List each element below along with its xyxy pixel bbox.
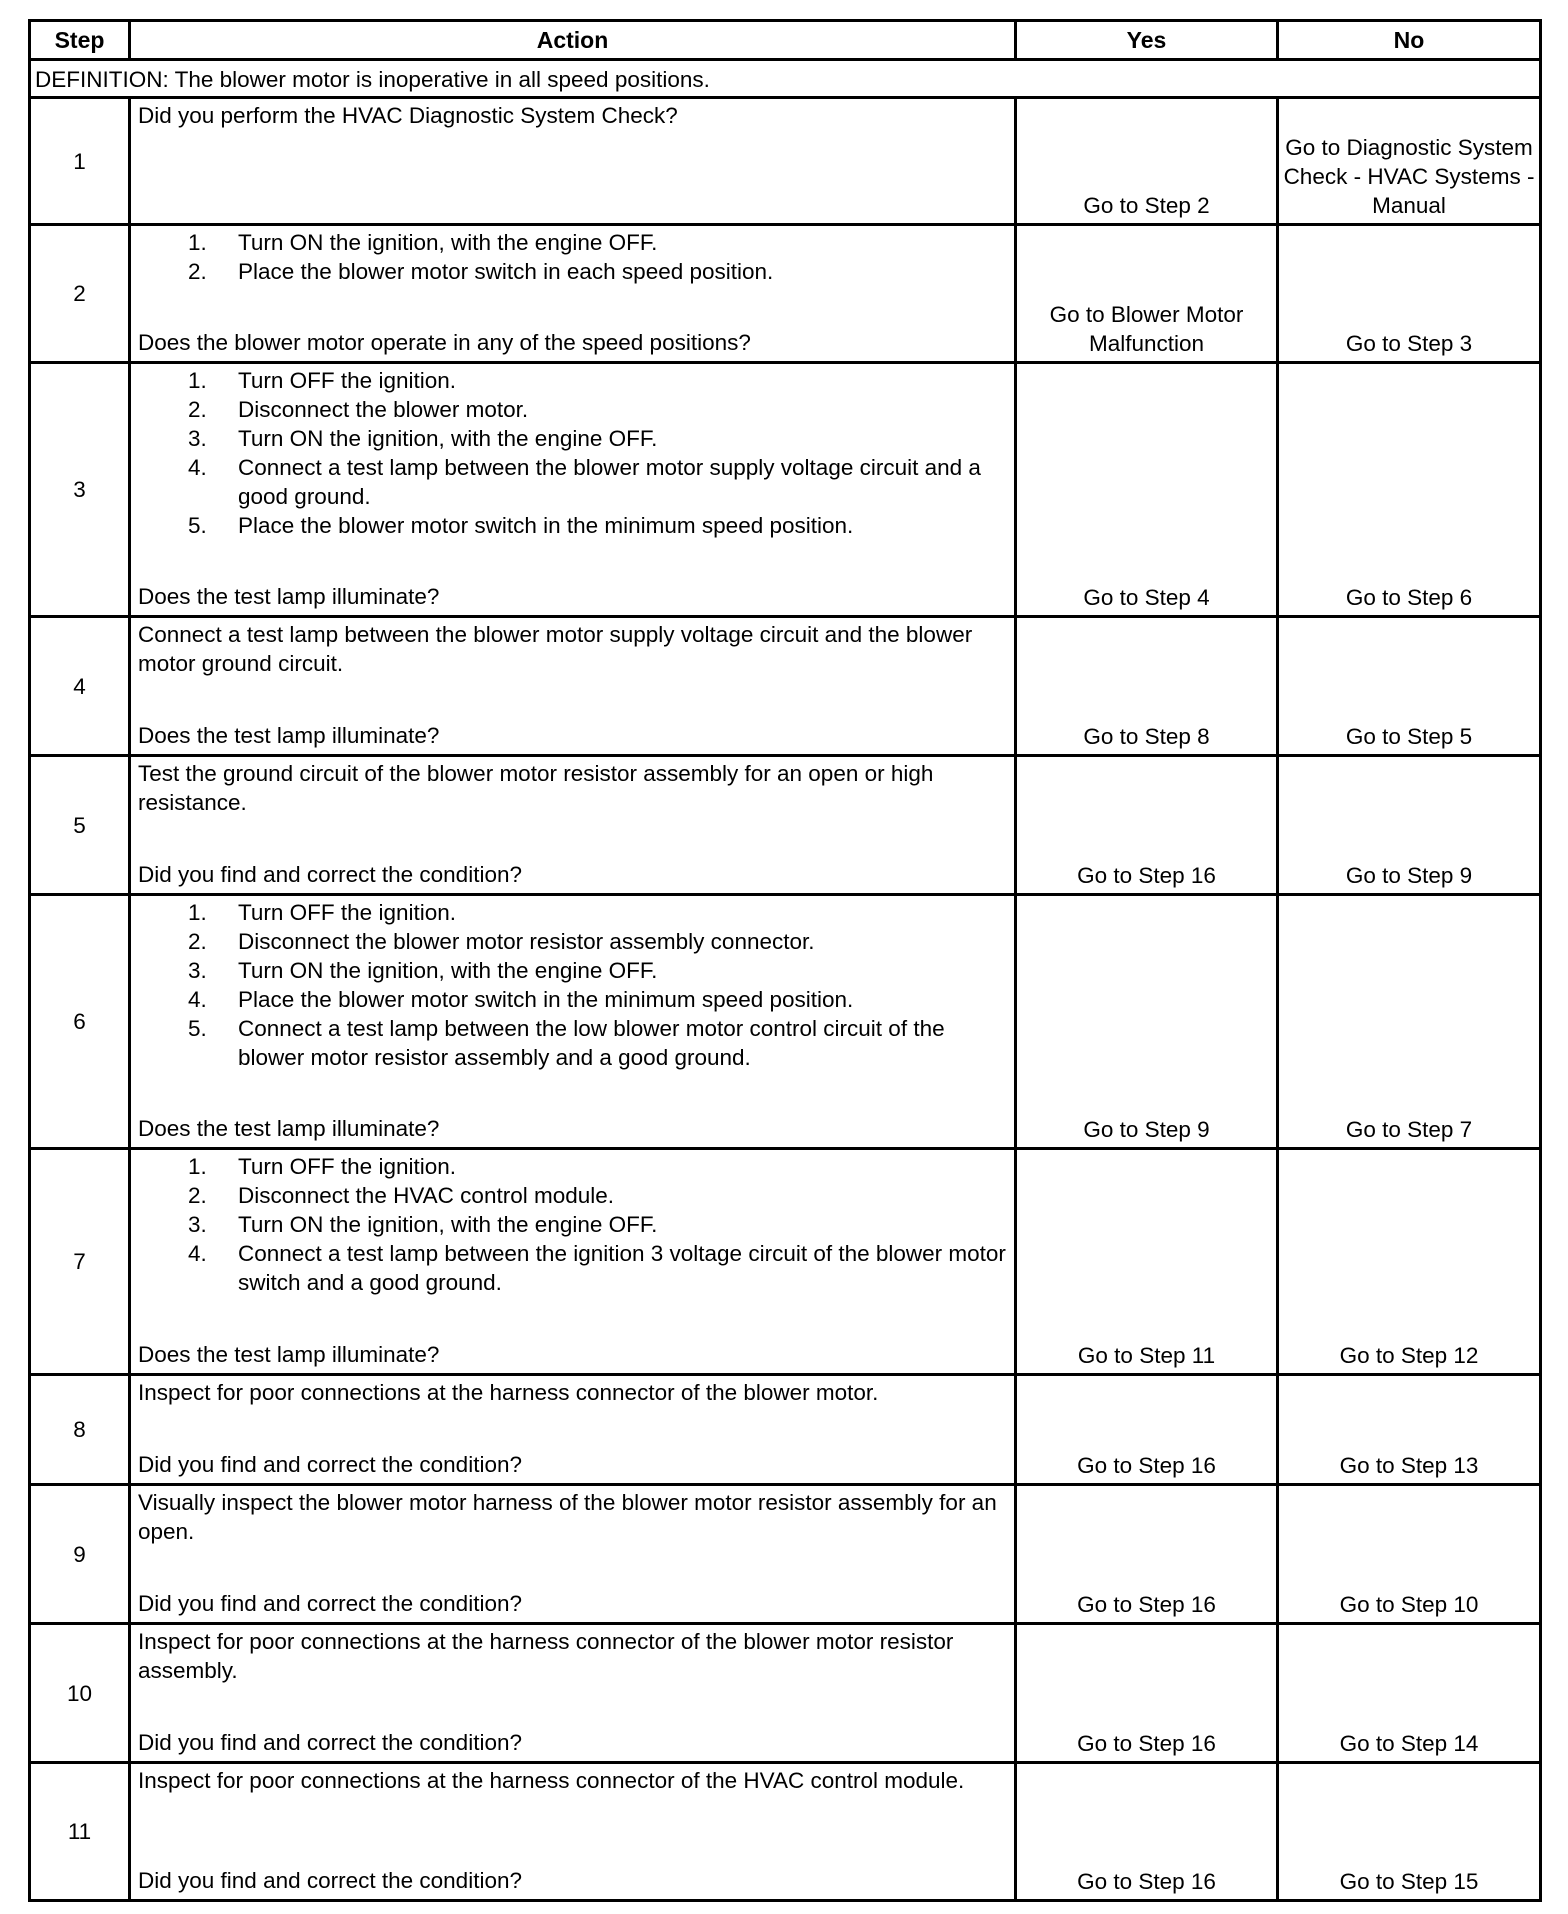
yes-cell: Go to Step 2 bbox=[1016, 98, 1278, 225]
step-number: 3 bbox=[30, 363, 130, 617]
action-question: Does the test lamp illuminate? bbox=[138, 584, 440, 609]
action-step-item: 2. Disconnect the HVAC control module. bbox=[188, 1183, 615, 1208]
action-steps-list bbox=[138, 228, 1006, 286]
yes-cell: Go to Step 16 bbox=[1016, 756, 1278, 895]
action-step-item: 3. Turn ON the ignition, with the engine OFF. bbox=[188, 426, 658, 451]
action-cell bbox=[130, 1763, 1016, 1901]
action-step-item: 4. Connect a test lamp between the blower motor supply voltage circuit and a good ground. bbox=[188, 455, 981, 509]
no-cell: Go to Step 14 bbox=[1278, 1624, 1541, 1763]
step-number: 8 bbox=[30, 1375, 130, 1485]
yes-cell: Go to Step 16 bbox=[1016, 1485, 1278, 1624]
action-intro: Test the ground circuit of the blower motor resistor assembly for an open or high resistance. bbox=[138, 761, 934, 815]
action-cell bbox=[130, 98, 1016, 225]
table-row bbox=[30, 98, 1541, 225]
action-steps-list bbox=[138, 898, 1006, 1072]
yes-cell: Go to Step 11 bbox=[1016, 1149, 1278, 1375]
action-intro: Inspect for poor connections at the harness connector of the blower motor. bbox=[138, 1380, 879, 1405]
step-number: 7 bbox=[30, 1149, 130, 1375]
table-row bbox=[30, 363, 1541, 617]
yes-cell: Go to Step 16 bbox=[1016, 1763, 1278, 1901]
action-question: Did you find and correct the condition? bbox=[138, 1730, 522, 1755]
action-cell bbox=[130, 225, 1016, 363]
yes-cell: Go to Step 4 bbox=[1016, 363, 1278, 617]
header-no: No bbox=[1278, 21, 1541, 60]
step-number: 1 bbox=[30, 98, 130, 225]
table-row bbox=[30, 617, 1541, 756]
step-number: 6 bbox=[30, 895, 130, 1149]
action-step-item: 1. Turn OFF the ignition. bbox=[188, 368, 457, 393]
action-cell bbox=[130, 895, 1016, 1149]
action-steps-list bbox=[138, 1152, 1006, 1297]
yes-cell: Go to Step 16 bbox=[1016, 1624, 1278, 1763]
yes-cell: Go to Blower Motor Malfunction bbox=[1016, 225, 1278, 363]
action-intro: Connect a test lamp between the blower motor supply voltage circuit and the blower motor ground circuit. bbox=[138, 622, 973, 676]
action-step-item: 5. Connect a test lamp between the low blower motor control circuit of the blower motor resistor assembly and a good ground. bbox=[188, 1016, 945, 1070]
action-intro: Inspect for poor connections at the harness connector of the HVAC control module. bbox=[138, 1768, 965, 1793]
action-cell bbox=[130, 617, 1016, 756]
action-cell bbox=[130, 1485, 1016, 1624]
action-question: Does the blower motor operate in any of the speed positions? bbox=[138, 330, 751, 355]
header-action: Action bbox=[130, 21, 1016, 60]
table-row bbox=[30, 895, 1541, 1149]
step-number: 9 bbox=[30, 1485, 130, 1624]
definition-row bbox=[30, 60, 1541, 98]
action-cell bbox=[130, 1624, 1016, 1763]
no-cell: Go to Step 13 bbox=[1278, 1375, 1541, 1485]
table-row bbox=[30, 1763, 1541, 1901]
header-row bbox=[30, 21, 1541, 60]
no-cell: Go to Step 9 bbox=[1278, 756, 1541, 895]
action-step-item: 3. Turn ON the ignition, with the engine OFF. bbox=[188, 1212, 658, 1237]
action-cell bbox=[130, 363, 1016, 617]
action-intro: Did you perform the HVAC Diagnostic System Check? bbox=[138, 103, 678, 128]
table-row bbox=[30, 1375, 1541, 1485]
action-cell bbox=[130, 1375, 1016, 1485]
action-step-item: 4. Place the blower motor switch in the minimum speed position. bbox=[188, 987, 854, 1012]
action-step-item: 2. Disconnect the blower motor resistor assembly connector. bbox=[188, 929, 815, 954]
diagnostic-table bbox=[28, 19, 1542, 1902]
step-number: 10 bbox=[30, 1624, 130, 1763]
action-steps-list bbox=[138, 366, 1006, 540]
action-question: Does the test lamp illuminate? bbox=[138, 1116, 440, 1141]
header-step: Step bbox=[30, 21, 130, 60]
no-cell: Go to Step 3 bbox=[1278, 225, 1541, 363]
yes-cell: Go to Step 8 bbox=[1016, 617, 1278, 756]
action-step-item: 2. Place the blower motor switch in each speed position. bbox=[188, 259, 774, 284]
step-number: 11 bbox=[30, 1763, 130, 1901]
action-cell bbox=[130, 1149, 1016, 1375]
action-intro: Inspect for poor connections at the harness connector of the blower motor resistor assembly. bbox=[138, 1629, 954, 1683]
no-cell: Go to Diagnostic System Check - HVAC Systems - Manual bbox=[1278, 98, 1541, 225]
no-cell: Go to Step 6 bbox=[1278, 363, 1541, 617]
no-cell: Go to Step 15 bbox=[1278, 1763, 1541, 1901]
action-step-item: 1. Turn OFF the ignition. bbox=[188, 1154, 457, 1179]
definition-text: DEFINITION: The blower motor is inoperative in all speed positions. bbox=[30, 60, 1541, 98]
table-row bbox=[30, 1149, 1541, 1375]
action-cell bbox=[130, 756, 1016, 895]
action-question: Did you find and correct the condition? bbox=[138, 1868, 522, 1893]
action-question: Did you find and correct the condition? bbox=[138, 1452, 522, 1477]
action-question: Does the test lamp illuminate? bbox=[138, 723, 440, 748]
step-number: 2 bbox=[30, 225, 130, 363]
action-step-item: 3. Turn ON the ignition, with the engine OFF. bbox=[188, 958, 658, 983]
no-cell: Go to Step 5 bbox=[1278, 617, 1541, 756]
action-step-item: 2. Disconnect the blower motor. bbox=[188, 397, 529, 422]
table-row bbox=[30, 1624, 1541, 1763]
action-question: Did you find and correct the condition? bbox=[138, 1591, 522, 1616]
no-cell: Go to Step 12 bbox=[1278, 1149, 1541, 1375]
action-question: Does the test lamp illuminate? bbox=[138, 1342, 440, 1367]
action-step-item: 1. Turn OFF the ignition. bbox=[188, 900, 457, 925]
table-row bbox=[30, 1485, 1541, 1624]
table-row bbox=[30, 756, 1541, 895]
action-intro: Visually inspect the blower motor harness of the blower motor resistor assembly for an open. bbox=[138, 1490, 997, 1544]
no-cell: Go to Step 10 bbox=[1278, 1485, 1541, 1624]
step-number: 4 bbox=[30, 617, 130, 756]
action-step-item: 5. Place the blower motor switch in the minimum speed position. bbox=[188, 513, 854, 538]
table-row bbox=[30, 225, 1541, 363]
action-step-item: 1. Turn ON the ignition, with the engine OFF. bbox=[188, 230, 658, 255]
action-question: Did you find and correct the condition? bbox=[138, 862, 522, 887]
yes-cell: Go to Step 9 bbox=[1016, 895, 1278, 1149]
action-step-item: 4. Connect a test lamp between the ignition 3 voltage circuit of the blower motor switch and a good ground. bbox=[188, 1241, 1006, 1295]
no-cell: Go to Step 7 bbox=[1278, 895, 1541, 1149]
step-number: 5 bbox=[30, 756, 130, 895]
yes-cell: Go to Step 16 bbox=[1016, 1375, 1278, 1485]
header-yes: Yes bbox=[1016, 21, 1278, 60]
